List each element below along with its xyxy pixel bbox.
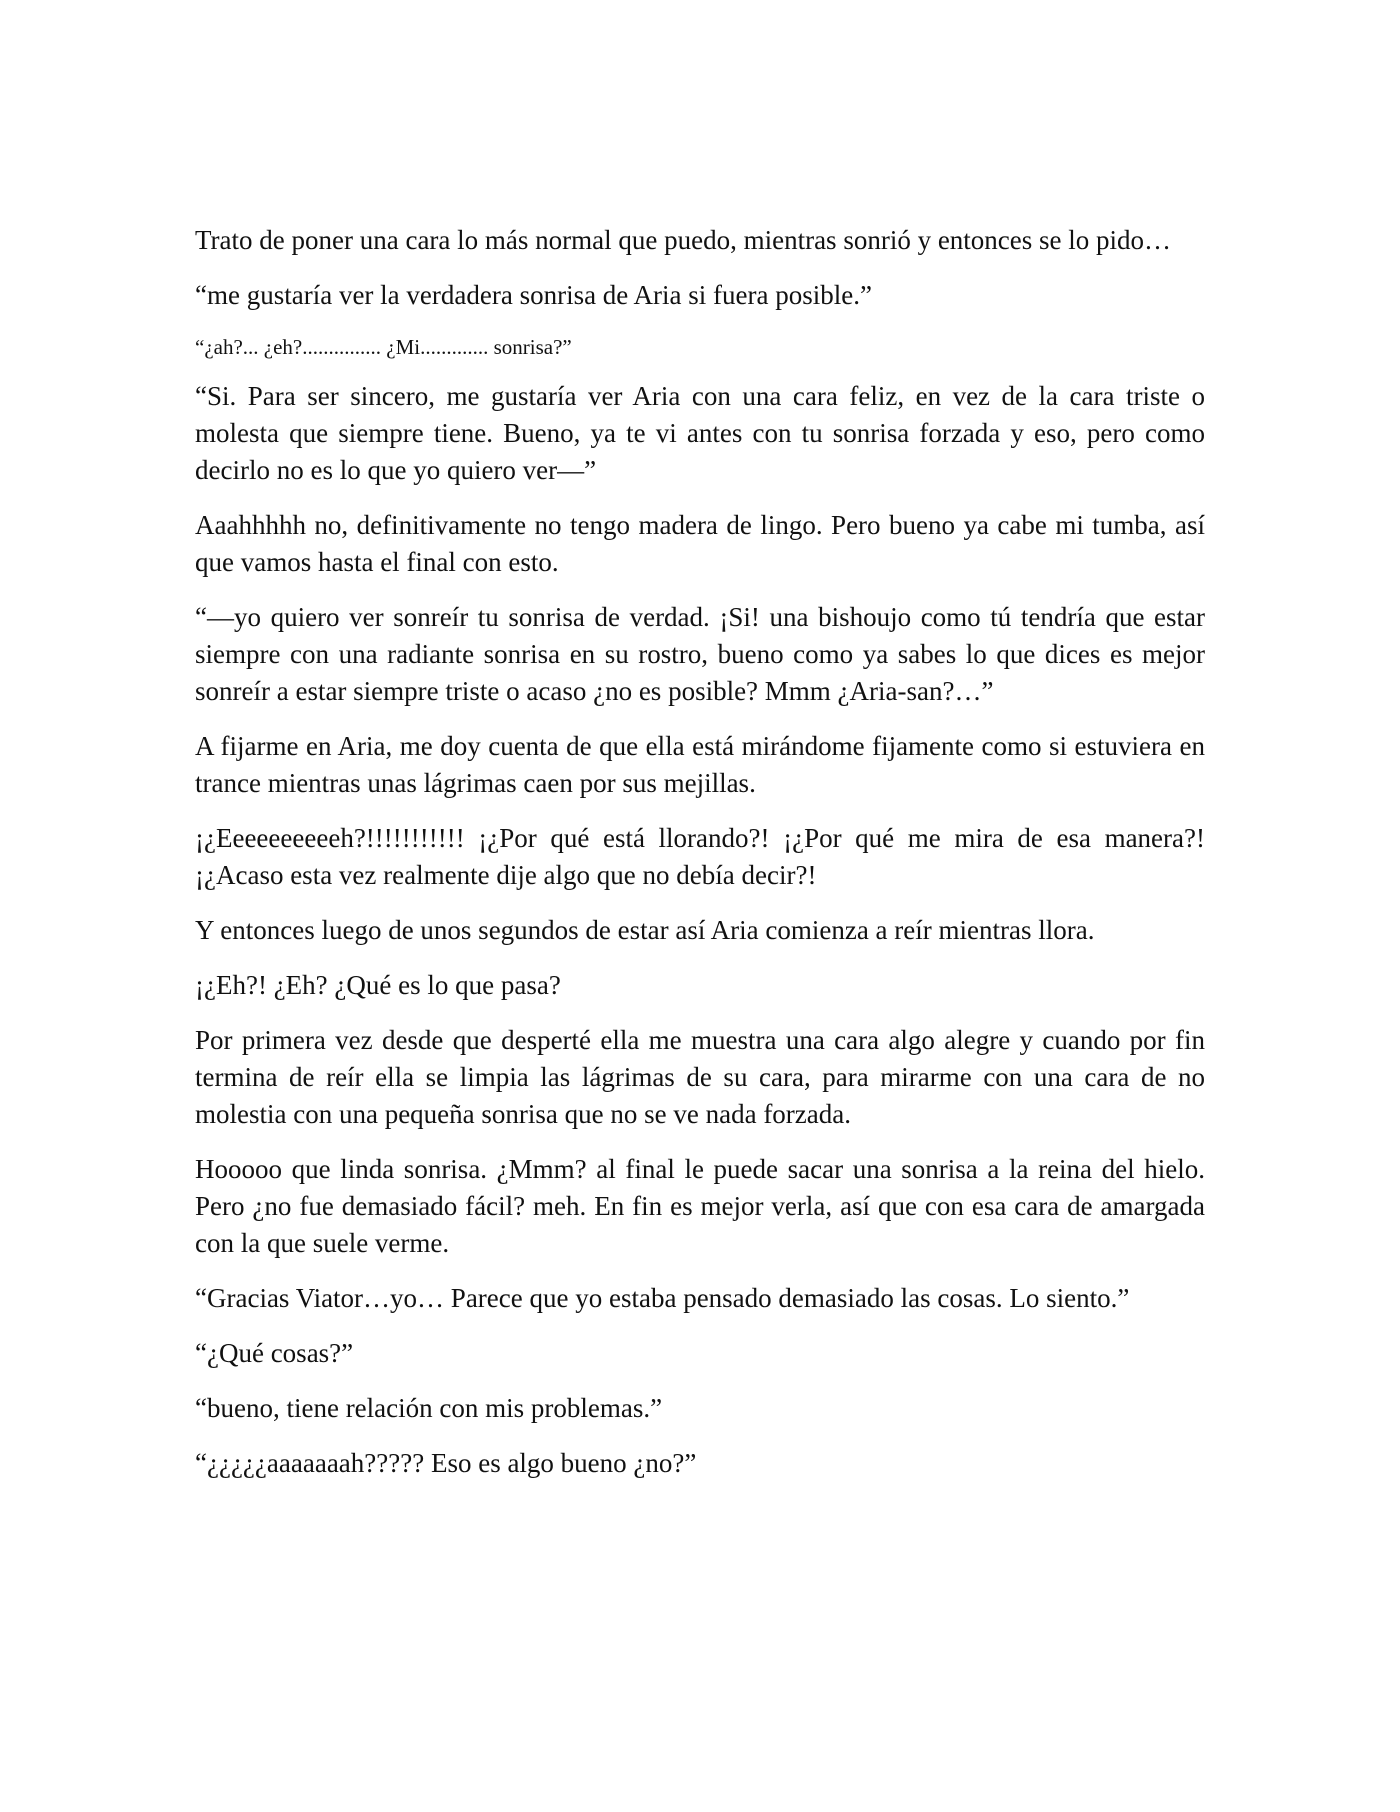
paragraph: “me gustaría ver la verdadera sonrisa de Aria si fuera posible.” bbox=[195, 280, 872, 310]
paragraph: Trato de poner una cara lo más normal que puedo, mientras sonrió y entonces se lo pido… bbox=[195, 225, 1172, 255]
paragraph: Y entonces luego de unos segundos de estar así Aria comienza a reír mientras llora. bbox=[195, 915, 1095, 945]
body-text bbox=[195, 222, 1205, 1500]
paragraph: “bueno, tiene relación con mis problemas.” bbox=[195, 1393, 663, 1423]
paragraph: “—yo quiero ver sonreír tu sonrisa de verdad. ¡Si! una bishoujo como tú tendría que estar siempre con una radiante sonrisa en su rostro, bueno como ya sabes lo que dices es mejor sonreír a estar siempre triste o acaso ¿no es posible? Mmm ¿Aria-san?…” bbox=[195, 602, 1205, 706]
paragraph: “¿ah?... ¿eh?............... ¿Mi............. sonrisa?” bbox=[195, 335, 572, 359]
paragraph: A fijarme en Aria, me doy cuenta de que ella está mirándome fijamente como si estuviera en trance mientras unas lágrimas caen por sus mejillas. bbox=[195, 731, 1205, 798]
paragraph: “¿¿¿¿¿aaaaaaah????? Eso es algo bueno ¿no?” bbox=[195, 1448, 697, 1478]
paragraph: ¡¿Eeeeeeeeeeh?!!!!!!!!!!! ¡¿Por qué está llorando?! ¡¿Por qué me mira de esa manera?! ¡¿Acaso esta vez realmente dije algo que no debía decir?! bbox=[195, 823, 1205, 890]
paragraph: “¿Qué cosas?” bbox=[195, 1338, 354, 1368]
paragraph: “Si. Para ser sincero, me gustaría ver Aria con una cara feliz, en vez de la cara triste o molesta que siempre tiene. Bueno, ya te vi antes con tu sonrisa forzada y eso, pero como decirlo no es lo que yo quiero ver—” bbox=[195, 381, 1205, 485]
paragraph: “Gracias Viator…yo… Parece que yo estaba pensado demasiado las cosas. Lo siento.” bbox=[195, 1283, 1130, 1313]
paragraph: Por primera vez desde que desperté ella me muestra una cara algo alegre y cuando por fin termina de reír ella se limpia las lágrimas de su cara, para mirarme con una cara de no molestia con una pequeña sonrisa que no se ve nada forzada. bbox=[195, 1025, 1205, 1129]
paragraph: Aaahhhhh no, definitivamente no tengo madera de lingo. Pero bueno ya cabe mi tumba, así que vamos hasta el final con esto. bbox=[195, 510, 1205, 577]
paragraph: Hooooo que linda sonrisa. ¿Mmm? al final le puede sacar una sonrisa a la reina del hielo. Pero ¿no fue demasiado fácil? meh. En fin es mejor verla, así que con esa cara de amargada con la que suele verme. bbox=[195, 1154, 1205, 1258]
paragraph: ¡¿Eh?! ¿Eh? ¿Qué es lo que pasa? bbox=[195, 970, 561, 1000]
